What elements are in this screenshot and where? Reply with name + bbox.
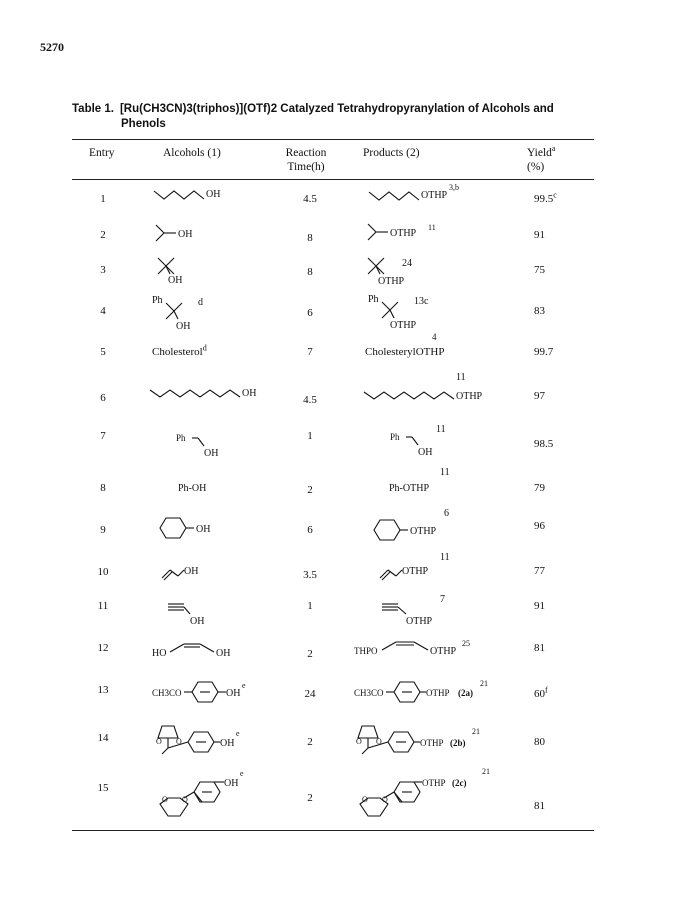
row-14-product-label: OTHP bbox=[420, 738, 444, 748]
row-5-yield: 99.7 bbox=[534, 346, 554, 358]
row-5-alcohol-mark: d bbox=[202, 343, 207, 353]
caption-title-line2: Phenols bbox=[121, 118, 166, 130]
row-4-time: 6 bbox=[307, 307, 313, 319]
row-15-alcohol-mark: e bbox=[240, 769, 244, 778]
row-1-product-structure bbox=[365, 178, 515, 211]
row-7-time: 1 bbox=[307, 430, 313, 442]
row-12-time: 2 bbox=[307, 648, 313, 660]
row-3-product-label: OTHP bbox=[378, 276, 405, 287]
svg-text:O: O bbox=[182, 795, 188, 804]
row-12-alcohol-structure bbox=[152, 636, 252, 665]
row-3-alcohol-structure bbox=[154, 254, 204, 291]
row-2-time: 8 bbox=[307, 232, 313, 244]
row-1-alcohol-structure bbox=[150, 183, 240, 212]
row-8-product: Ph-OTHP bbox=[389, 483, 430, 494]
row-12-product-left-label: THPO bbox=[354, 646, 378, 656]
row-13-yield-mark: f bbox=[545, 685, 548, 695]
header-entry: Entry bbox=[89, 147, 115, 159]
row-9-entry: 9 bbox=[100, 524, 106, 536]
row-8-alcohol: Ph-OH bbox=[178, 483, 207, 494]
table-bottom-rule bbox=[72, 830, 594, 831]
row-15-entry: 15 bbox=[97, 782, 109, 794]
row-7-yield: 98.5 bbox=[534, 438, 554, 450]
row-13-time: 24 bbox=[304, 688, 316, 700]
row-14-product-compound: (2b) bbox=[450, 738, 466, 748]
row-9-product-structure bbox=[370, 506, 480, 551]
row-10-yield: 77 bbox=[534, 565, 545, 577]
row-9-alcohol-label: OH bbox=[196, 524, 211, 535]
row-2-yield: 91 bbox=[534, 229, 545, 241]
row-3-product-ref: 24 bbox=[402, 258, 412, 269]
row-7-alcohol-substituent: Ph bbox=[176, 433, 186, 443]
svg-text:O: O bbox=[382, 795, 388, 804]
row-4-product-ref: 13c bbox=[414, 296, 429, 307]
row-5-alcohol bbox=[152, 343, 207, 359]
row-15-time: 2 bbox=[307, 792, 313, 804]
row-15-product-label: OTHP bbox=[422, 778, 446, 788]
row-7-product-structure bbox=[390, 418, 470, 463]
row-14-alcohol-mark: e bbox=[236, 729, 240, 738]
row-8-entry: 8 bbox=[100, 482, 106, 494]
row-4-entry: 4 bbox=[100, 305, 106, 317]
row-5-product: CholesterylOTHP bbox=[365, 346, 445, 358]
row-10-alcohol-label: OH bbox=[184, 566, 199, 577]
row-11-time: 1 bbox=[307, 600, 313, 612]
row-4-yield: 83 bbox=[534, 305, 545, 317]
row-4-product-structure bbox=[368, 292, 458, 337]
caption-title-line1: [Ru(CH3CN)3(triphos)](OTf)2 Catalyzed Tetrahydropyranylation of Alcohols and bbox=[119, 103, 554, 115]
row-13-product-compound: (2a) bbox=[458, 688, 473, 698]
row-14-alcohol-label: OH bbox=[220, 738, 235, 749]
row-13-alcohol-structure bbox=[152, 678, 272, 711]
row-11-product-label: OTHP bbox=[406, 616, 433, 627]
row-9-product-ref: 6 bbox=[444, 508, 449, 519]
row-5-entry: 5 bbox=[100, 346, 106, 358]
row-5-time: 7 bbox=[307, 346, 313, 358]
row-7-alcohol-label: OH bbox=[204, 448, 219, 459]
row-13-entry: 13 bbox=[97, 684, 109, 696]
row-4-alcohol-substituent: Ph bbox=[152, 295, 163, 306]
row-10-alcohol-structure bbox=[160, 562, 220, 589]
row-6-product-structure bbox=[362, 370, 502, 411]
row-4-product-substituent: Ph bbox=[368, 294, 379, 305]
page-number: 5270 bbox=[40, 40, 64, 54]
row-13-product-ref: 21 bbox=[480, 679, 488, 688]
row-3-alcohol-label: OH bbox=[168, 275, 183, 286]
row-2-alcohol-structure bbox=[152, 221, 212, 250]
row-12-product-structure bbox=[354, 634, 514, 665]
svg-text:O: O bbox=[162, 795, 168, 804]
header-products: Products (2) bbox=[363, 147, 420, 159]
row-6-yield: 97 bbox=[534, 390, 545, 402]
row-7-product-substituent: Ph bbox=[390, 432, 400, 442]
row-15-alcohol-structure bbox=[154, 768, 284, 835]
row-11-product-structure bbox=[380, 588, 460, 633]
row-2-product-ref: 11 bbox=[428, 223, 436, 232]
row-7-alcohol-structure bbox=[176, 430, 236, 465]
row-3-entry: 3 bbox=[100, 264, 106, 276]
row-2-alcohol-label: OH bbox=[178, 229, 193, 240]
row-14-alcohol-structure bbox=[154, 722, 264, 763]
row-12-yield: 81 bbox=[534, 642, 545, 654]
row-6-product-ref: 11 bbox=[456, 372, 466, 383]
row-3-product-structure bbox=[364, 250, 454, 291]
row-3-yield: 75 bbox=[534, 264, 545, 276]
row-13-yield bbox=[534, 685, 564, 701]
row-9-yield: 96 bbox=[534, 520, 545, 532]
row-10-product-structure bbox=[378, 550, 478, 589]
row-8-product-ref: 11 bbox=[440, 467, 450, 478]
row-7-entry: 7 bbox=[100, 430, 106, 442]
row-12-alcohol-left-label: HO bbox=[152, 648, 167, 659]
table-header-rule bbox=[72, 179, 594, 180]
row-4-product-label: OTHP bbox=[390, 320, 417, 331]
row-3-time: 8 bbox=[307, 266, 313, 278]
header-yield bbox=[527, 146, 555, 174]
row-8-yield: 79 bbox=[534, 482, 545, 494]
row-1-yield-value: 99.5 bbox=[534, 193, 554, 205]
svg-text:O: O bbox=[156, 737, 162, 746]
row-15-yield: 81 bbox=[534, 800, 545, 812]
row-15-product-compound: (2c) bbox=[452, 778, 467, 788]
row-11-product-ref: 7 bbox=[440, 594, 445, 605]
header-alcohols: Alcohols (1) bbox=[163, 147, 221, 159]
row-9-product-label: OTHP bbox=[410, 526, 437, 537]
row-1-yield bbox=[534, 190, 564, 206]
row-14-entry: 14 bbox=[97, 732, 109, 744]
row-1-product-label: OTHP bbox=[421, 190, 448, 201]
row-6-time: 4.5 bbox=[303, 394, 317, 406]
row-11-alcohol-structure bbox=[166, 596, 226, 631]
row-6-alcohol-label: OH bbox=[242, 388, 257, 399]
row-11-yield: 91 bbox=[534, 600, 545, 612]
header-yield-mark: a bbox=[551, 144, 556, 154]
svg-text:O: O bbox=[376, 737, 382, 746]
header-yield-line1: Yield bbox=[527, 147, 552, 159]
row-13-yield-value: 60 bbox=[534, 688, 545, 700]
header-time-line2: Time(h) bbox=[287, 161, 325, 173]
row-12-entry: 12 bbox=[97, 642, 109, 654]
row-10-product-ref: 11 bbox=[440, 552, 450, 563]
row-11-alcohol-label: OH bbox=[190, 616, 205, 627]
svg-text:O: O bbox=[362, 795, 368, 804]
row-4-alcohol-structure bbox=[152, 293, 222, 338]
row-15-product-ref: 21 bbox=[482, 767, 490, 776]
row-4-alcohol-mark: d bbox=[198, 297, 203, 308]
svg-text:O: O bbox=[356, 737, 362, 746]
row-14-product-ref: 21 bbox=[472, 727, 480, 736]
row-12-product-ref: 25 bbox=[462, 639, 470, 648]
row-15-product-structure bbox=[354, 766, 514, 835]
row-1-alcohol-label: OH bbox=[206, 189, 221, 200]
row-4-alcohol-label: OH bbox=[176, 321, 191, 332]
row-7-product-label: OH bbox=[418, 447, 433, 458]
row-10-product-label: OTHP bbox=[402, 566, 429, 577]
header-yield-line2: (%) bbox=[527, 161, 545, 173]
row-10-time: 3.5 bbox=[303, 569, 317, 581]
header-time bbox=[282, 146, 330, 174]
row-5-alcohol-label: Cholesterol bbox=[152, 346, 203, 358]
row-2-product-structure bbox=[364, 216, 474, 249]
row-9-time: 6 bbox=[307, 524, 313, 536]
row-1-product-ref: 3,b bbox=[449, 183, 459, 192]
row-15-alcohol-label: OH bbox=[224, 778, 239, 789]
row-2-entry: 2 bbox=[100, 229, 106, 241]
row-1-yield-mark: c bbox=[553, 190, 557, 200]
row-1-time: 4.5 bbox=[303, 193, 317, 205]
table-top-rule bbox=[72, 139, 594, 140]
svg-text:O: O bbox=[176, 737, 182, 746]
row-14-time: 2 bbox=[307, 736, 313, 748]
table-caption bbox=[72, 102, 612, 132]
row-6-entry: 6 bbox=[100, 392, 106, 404]
row-13-alcohol-mark: e bbox=[242, 681, 246, 690]
row-2-product-label: OTHP bbox=[390, 228, 417, 239]
row-10-entry: 10 bbox=[97, 566, 109, 578]
row-13-product-structure bbox=[354, 674, 514, 709]
row-6-product-label: OTHP bbox=[456, 391, 483, 402]
row-13-product-label: OTHP bbox=[426, 688, 450, 698]
row-14-yield: 80 bbox=[534, 736, 545, 748]
row-11-entry: 11 bbox=[97, 600, 109, 612]
row-14-product-structure bbox=[354, 720, 514, 763]
row-13-alcohol-left-label: CH3CO bbox=[152, 688, 182, 698]
row-12-alcohol-label: OH bbox=[216, 648, 231, 659]
row-6-alcohol-structure bbox=[148, 382, 268, 409]
row-7-product-ref: 11 bbox=[436, 424, 446, 435]
row-1-entry: 1 bbox=[100, 193, 106, 205]
header-time-line1: Reaction bbox=[285, 147, 327, 159]
row-9-alcohol-structure bbox=[156, 514, 236, 549]
row-5-product-ref: 4 bbox=[432, 332, 437, 342]
row-8-time: 2 bbox=[307, 484, 313, 496]
row-13-alcohol-label: OH bbox=[226, 688, 241, 699]
caption-label: Table 1. bbox=[72, 103, 114, 115]
row-12-product-label: OTHP bbox=[430, 646, 457, 657]
row-13-product-left-label: CH3CO bbox=[354, 688, 384, 698]
